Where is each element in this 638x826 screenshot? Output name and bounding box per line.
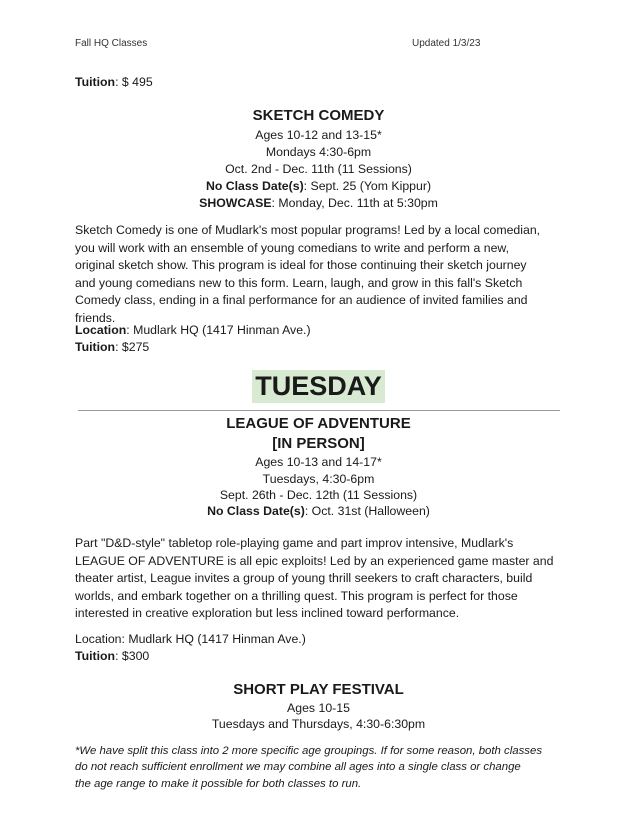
sketch-days: Mondays 4:30-6pm [265,145,372,159]
league-no-class [75,503,562,520]
sketch-ages: Ages 10-12 and 13-15* [255,128,382,142]
league-ages: Ages 10-13 and 14-17* [255,455,382,469]
league-title: LEAGUE OF ADVENTURE [226,415,411,432]
header-right: Updated 1/3/23 [412,38,481,49]
description-line: Comedy class, ending in a final performance for an audience of invited families and [75,293,528,307]
description-line: theater artist, League invites a group of young thrill seekers to craft characters, build [75,571,533,585]
description-line: Sketch Comedy is one of Mudlark's most popular programs! Led by a local comedian, [75,223,541,237]
league-location: Location: Mudlark HQ (1417 Hinman Ave.) [75,632,306,646]
day-heading: TUESDAY [252,370,385,403]
top-tuition [75,74,565,91]
description-line: original sketch show. This program is ideal for those continuing their sketch journey [75,258,527,272]
sketch-no-class [75,178,562,195]
description-line: Part "D&D-style" tabletop role-playing game and part improv intensive, Mudlark's [75,536,514,550]
location-label: Location [75,323,127,337]
sketch-title: SKETCH COMEDY [252,107,385,124]
no-class-value: : Oct. 31st (Halloween) [304,504,430,518]
sketch-tuition [75,339,565,356]
header-left: Fall HQ Classes [75,38,148,49]
description-line: and young comedians new to this form. Learn, laugh, and grow in this fall's Sketch [75,275,523,290]
tuition-label: Tuition [75,75,116,89]
tuition-label: Tuition [75,340,116,354]
sketch-showcase [75,195,562,212]
horizontal-divider [78,410,560,411]
short-play-ages: Ages 10-15 [287,701,350,715]
day-heading-wrap [75,370,562,403]
sketch-dates: Oct. 2nd - Dec. 11th (11 Sessions) [225,162,412,176]
showcase-value: : Monday, Dec. 11th at 5:30pm [271,196,438,210]
description-line: you will work with an ensemble of young comedians to write and perform a new, [75,240,510,255]
showcase-label: SHOWCASE [199,196,272,210]
description-line: worlds, and embark together on a thrilling quest. This program is perfect for those [75,588,518,603]
no-class-label: No Class Date(s) [207,504,305,518]
description-line: LEAGUE OF ADVENTURE is all epic exploits! Led by an experienced game master and [75,553,554,568]
league-description [75,535,565,623]
no-class-value: : Sept. 25 (Yom Kippur) [303,179,432,193]
league-tuition [75,648,565,665]
no-class-label: No Class Date(s) [205,179,304,193]
sketch-description [75,222,565,327]
short-play-note [75,743,565,792]
tuition-value: : $300 [115,649,150,663]
tuition-value: : $275 [115,340,150,354]
description-line: friends. [75,310,116,325]
note-line: *We have split this class into 2 more specific age groupings. If for some reason, both classes [75,745,543,757]
sketch-location [75,322,565,339]
league-days: Tuesdays, 4:30-6pm [262,472,375,486]
location-value: : Mudlark HQ (1417 Hinman Ave.) [126,323,311,337]
note-line: do not reach sufficient enrollment we may combine all ages into a single class or change [75,761,521,774]
league-subtitle: [IN PERSON] [272,435,365,452]
note-line: the age range to make it possible for both classes to run. [75,777,362,790]
short-play-title: SHORT PLAY FESTIVAL [233,681,404,698]
tuition-label: Tuition [75,649,116,663]
league-dates: Sept. 26th - Dec. 12th (11 Sessions) [219,488,418,502]
short-play-days: Tuesdays and Thursdays, 4:30-6:30pm [211,717,426,731]
description-line: interested in creative exploration but less inclined toward performance. [75,606,460,620]
tuition-value: : $ 495 [115,75,153,89]
